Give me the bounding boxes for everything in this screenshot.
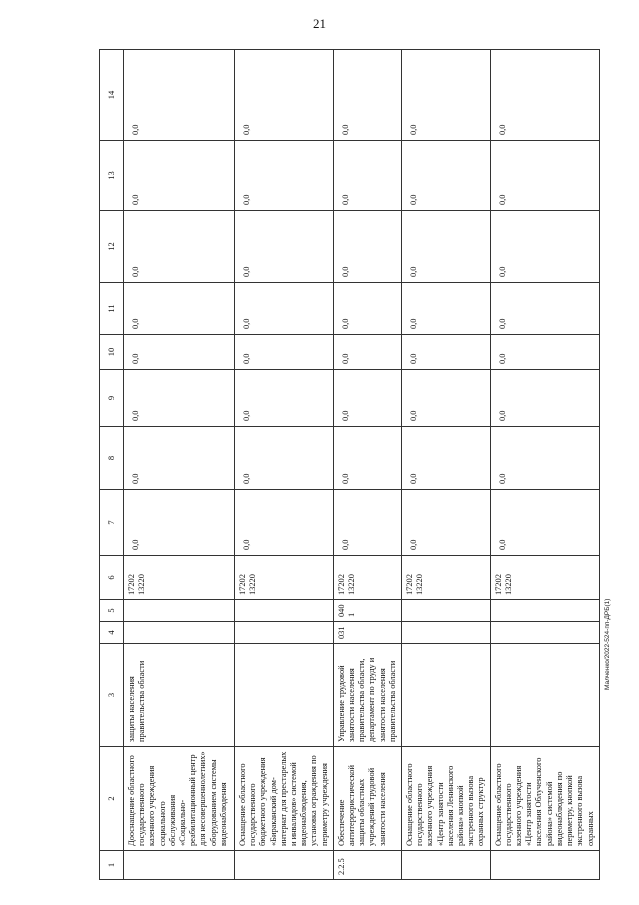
table-row	[402, 50, 491, 880]
grbs-code-cell	[402, 622, 491, 644]
value-cell: 0,0	[235, 427, 334, 490]
value-cell: 0,0	[490, 211, 599, 283]
column-header: 2	[100, 747, 124, 851]
column-header: 9	[100, 370, 124, 427]
value-cell: 0,0	[333, 141, 401, 211]
value-cell: 0,0	[333, 370, 401, 427]
measure-name-cell: Дооснащение областного государственного казенного учреждения социального обслуживания «Социально-реабилитационный центр для несовершеннолетних» оборудованием системы видеонаблюдения	[124, 747, 235, 851]
value-cell: 0,0	[490, 283, 599, 335]
value-cell: 0,0	[490, 141, 599, 211]
value-cell: 0,0	[235, 335, 334, 370]
value-cell: 0,0	[124, 141, 235, 211]
program-table	[99, 49, 600, 880]
value-cell: 0,0	[402, 490, 491, 556]
value-cell: 0,0	[124, 283, 235, 335]
column-header: 6	[100, 556, 124, 600]
grbs-code-cell	[124, 622, 235, 644]
target-article-cell: 17202 13220	[402, 556, 491, 600]
column-header: 13	[100, 141, 124, 211]
value-cell: 0,0	[402, 283, 491, 335]
measure-name-cell: Оснащение областного государственного казенного учреждения «Центр занятости населения Облученского района» системой видеонаблюдения по периметру, кнопкой экстренного вызова охранных	[490, 747, 599, 851]
table-row	[235, 50, 334, 880]
row-number-cell	[490, 851, 599, 880]
value-cell: 0,0	[235, 370, 334, 427]
section-code-cell	[235, 600, 334, 622]
table-header-row	[100, 50, 124, 880]
rotated-table-container	[99, 50, 595, 880]
column-header: 12	[100, 211, 124, 283]
column-header: 8	[100, 427, 124, 490]
grbs-code-cell	[235, 622, 334, 644]
grbs-code-cell: 031	[333, 622, 401, 644]
row-number-cell	[235, 851, 334, 880]
page-number: 21	[313, 16, 326, 31]
value-cell: 0,0	[490, 370, 599, 427]
value-cell: 0,0	[235, 141, 334, 211]
column-header: 7	[100, 490, 124, 556]
value-cell: 0,0	[333, 490, 401, 556]
executor-cell	[402, 644, 491, 747]
target-article-cell: 17202 13220	[124, 556, 235, 600]
executor-cell	[235, 644, 334, 747]
value-cell: 0,0	[490, 427, 599, 490]
row-number-cell: 2.2.5	[333, 851, 401, 880]
value-cell: 0,0	[402, 50, 491, 141]
value-cell: 0,0	[333, 427, 401, 490]
value-cell: 0,0	[490, 335, 599, 370]
section-code-cell	[124, 600, 235, 622]
grbs-code-cell	[490, 622, 599, 644]
target-article-cell: 17202 13220	[490, 556, 599, 600]
table-row	[490, 50, 599, 880]
value-cell: 0,0	[235, 211, 334, 283]
row-number-cell	[402, 851, 491, 880]
executor-cell	[490, 644, 599, 747]
value-cell: 0,0	[490, 50, 599, 141]
value-cell: 0,0	[235, 490, 334, 556]
column-header: 4	[100, 622, 124, 644]
target-article-cell: 17202 13220	[333, 556, 401, 600]
column-header: 5	[100, 600, 124, 622]
executor-cell: защиты населения правительства области	[124, 644, 235, 747]
value-cell: 0,0	[124, 370, 235, 427]
measure-name-cell: Оснащение областного государственного казенного учреждения «Центр занятости населения Ленинского района» кнопкой экстренного вызова охранных структур	[402, 747, 491, 851]
measure-name-cell: Оснащение областного государственного бюджетного учреждения «Бираканский дом-интернат для престарелых и инвалидов» системой видеонаблюдения, установка ограждения по периметру учреждения	[235, 747, 334, 851]
value-cell: 0,0	[402, 211, 491, 283]
value-cell: 0,0	[333, 283, 401, 335]
value-cell: 0,0	[124, 335, 235, 370]
value-cell: 0,0	[402, 427, 491, 490]
value-cell: 0,0	[235, 50, 334, 141]
value-cell: 0,0	[124, 427, 235, 490]
executor-cell: Управление трудовой занятости населения правительства области, департамент по труду и занятости населения правительства области	[333, 644, 401, 747]
table-row	[124, 50, 235, 880]
value-cell: 0,0	[490, 490, 599, 556]
column-header: 14	[100, 50, 124, 141]
column-header: 11	[100, 283, 124, 335]
table-row	[333, 50, 401, 880]
section-code-cell	[490, 600, 599, 622]
value-cell: 0,0	[333, 335, 401, 370]
column-header: 1	[100, 851, 124, 880]
value-cell: 0,0	[333, 211, 401, 283]
section-code-cell	[402, 600, 491, 622]
value-cell: 0,0	[402, 335, 491, 370]
value-cell: 0,0	[124, 50, 235, 141]
column-header: 3	[100, 644, 124, 747]
value-cell: 0,0	[235, 283, 334, 335]
column-header: 10	[100, 335, 124, 370]
section-code-cell: 0401	[333, 600, 401, 622]
value-cell: 0,0	[124, 211, 235, 283]
value-cell: 0,0	[333, 50, 401, 141]
document-code: Малченко/2022-524-пп-ДРБ(1)	[604, 598, 611, 690]
value-cell: 0,0	[402, 141, 491, 211]
target-article-cell: 17202 13220	[235, 556, 334, 600]
row-number-cell	[124, 851, 235, 880]
measure-name-cell: Обеспечение антитеррористической защиты областных учреждений трудовой занятости населения	[333, 747, 401, 851]
value-cell: 0,0	[402, 370, 491, 427]
value-cell: 0,0	[124, 490, 235, 556]
